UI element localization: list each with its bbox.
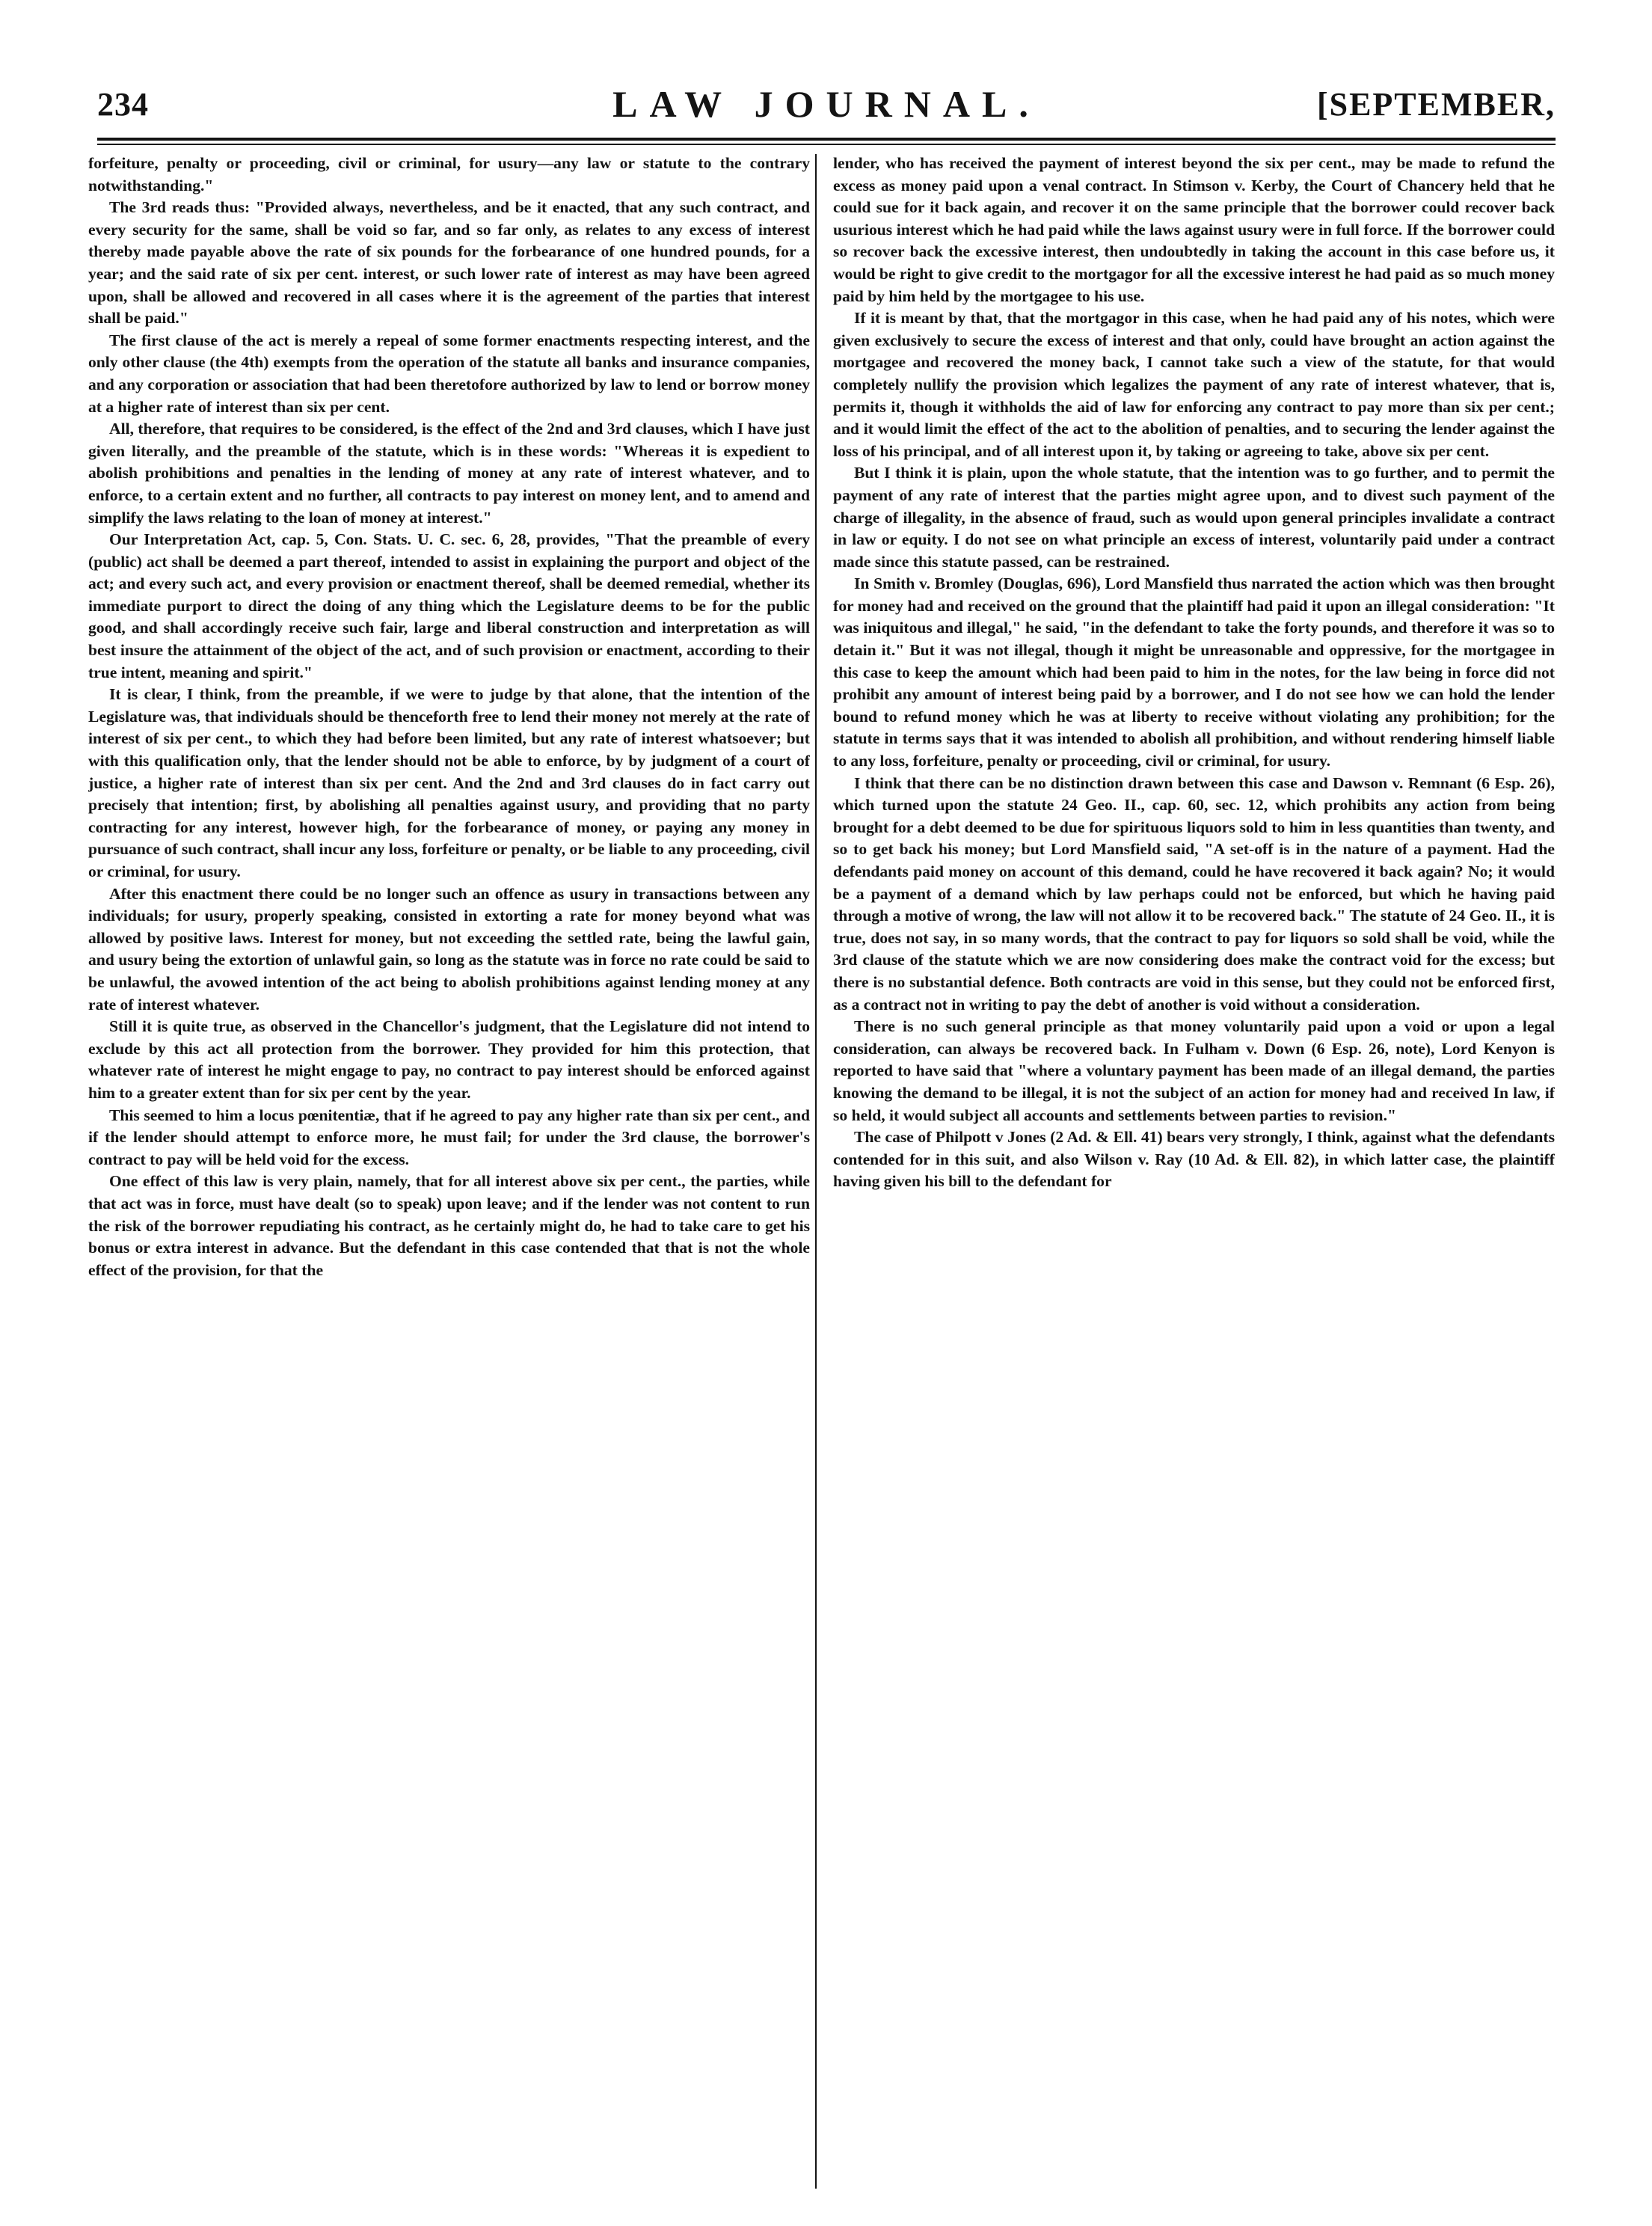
paragraph: lender, who has received the payment of interest beyond the six per cent., may be made to refund the excess as money paid upon a venal contract. In Stimson v. Kerby, the Court of Chancery held that he could sue for it back again, and recover it on the same principle that the borrower could recover back usurious interest which he had paid while the laws against usury were in full force. If the borrower could so recover back the excessive interest, then undoubtedly in taking the account in this case before us, it would be right to give credit to the mortgagor for all the excessive interest he had paid as so much money paid by him held by the mortgagee to his use. <box>833 154 1555 305</box>
paragraph: This seemed to him a locus pœnitentiæ, that if he agreed to pay any higher rate than six per cent., and if the lender should attempt to enforce more, he must fail; for under the 3rd clause, the borrower's contract to pay will be held void for the excess. <box>88 1106 810 1168</box>
column-divider <box>815 154 817 2189</box>
paragraph: There is no such general principle as that money voluntarily paid upon a void or upon a legal consideration, can always be recovered back. In Fulham v. Down (6 Esp. 26, note), Lord Kenyon is reported to have said that "where a voluntary payment has been made of an illegal demand, the parties knowing the demand to be illegal, it is not the subject of an action for money had and received In law, if so held, it would subject all accounts and settlements between parties to revision." <box>833 1017 1555 1124</box>
paragraph: The first clause of the act is merely a repeal of some former enactments respecting interest, and the only other clause (the 4th) exempts from the operation of the statute all banks and insurance companies, and any corporation or association that had been theretofore authorized by law to lend or borrow money at a higher rate of interest than six per cent. <box>88 331 810 416</box>
paragraph: forfeiture, penalty or proceeding, civil or criminal, for usury—any law or statute to the contrary notwithstanding." <box>88 154 810 194</box>
header-rule-thick <box>97 138 1556 141</box>
paragraph: The 3rd reads thus: "Provided always, nevertheless, and be it enacted, that any such contract, and every security for the same, shall be void so far, and so far only, as relates to any excess of interest thereby made payable above the rate of six pounds for the forbearance of one hundred pounds, for a year; and the said rate of six per cent. interest, or such lower rate of interest as may have been agreed upon, shall be allowed and recovered in all cases where it is the agreement of the parties that interest shall be paid." <box>88 198 810 328</box>
paragraph: The case of Philpott v Jones (2 Ad. & Ell. 41) bears very strongly, I think, against what the defendants contended for in this suit, and also Wilson v. Ray (10 Ad. & Ell. 82), in which latter case, the plaintiff having given his bill to the defendant for <box>833 1128 1555 1191</box>
paragraph: I think that there can be no distinction drawn between this case and Dawson v. Remnant (6 Esp. 26), which turned upon the statute 24 Geo. II., cap. 60, sec. 12, which prohibits any action from being brought for a debt deemed to be due for spirituous liquors sold to him in less quantities than twenty, and so to get back his money; but Lord Mansfield said, "A set-off is in the nature of a payment. Had the defendants paid money on account of this demand, could he have recovered it back again? No; it would be a payment of a demand which by law perhaps could not be enforced, but which he having paid through a motive of wrong, the law will not allow it to be recovered back." The statute of 24 Geo. II., it is true, does not say, in so many words, that the contract to pay for liquors so sold shall be void, while the 3rd clause of the statute which we are now considering does make the contract void for the excess; but there is no substantial defence. Both contracts are void in this sense, but they could not be enforced first, as a contract not in writing to pay the debt of another is void without a consideration. <box>833 773 1555 1014</box>
paragraph: After this enactment there could be no longer such an offence as usury in transactions between any individuals; for usury, properly speaking, consisted in extorting a rate for money beyond what was allowed by positive laws. Interest for money, but not exceeding the settled rate, being the lawful gain, and usury being the extortion of unlawful gain, so long as the statute was in force no rate could be said to be unlawful, the avowed intention of the act being to abolish prohibitions against lending money at any rate of interest whatever. <box>88 884 810 1014</box>
paragraph: One effect of this law is very plain, namely, that for all interest above six per cent., the parties, while that act was in force, must have dealt (so to speak) upon leave; and if the lender was not content to run the risk of the borrower repudiating his contract, as he certainly might do, he had to take care to get his bonus or extra interest in advance. But the defendant in this case contended that that is not the whole effect of the provision, for that the <box>88 1172 810 1279</box>
paragraph: In Smith v. Bromley (Douglas, 696), Lord Mansfield thus narrated the action which was then brought for money had and received on the ground that the plaintiff had paid it upon an illegal consideration: "It was iniquitous and illegal," he said, "in the defendant to take the forty pounds, and therefore it was so to detain it." But it was not illegal, though it might be unreasonable and oppressive, for the mortgagee in this case to keep the amount which had been paid to him in the notes, for the law being in force did not prohibit any amount of interest being paid by a borrower, and I do not see how we can hold the lender bound to refund money which he was at liberty to receive without violating any prohibition; for the statute in terms says that it was intended to abolish all prohibition, and without rendering himself liable to any loss, forfeiture, penalty or proceeding, civil or criminal, for usury. <box>833 574 1555 770</box>
page-number: 234 <box>97 86 149 123</box>
paragraph: All, therefore, that requires to be considered, is the effect of the 2nd and 3rd clauses, which I have just given literally, and the preamble of the statute, which is in these words: "Whereas it is expedient to abolish prohibitions and penalties in the lending of money at any rate of interest whatever, and to enforce, to a certain extent and no further, all contracts to pay interest on money lent, and to amend and simplify the laws relating to the loan of money at interest." <box>88 420 810 527</box>
paragraph: But I think it is plain, upon the whole statute, that the intention was to go further, and to permit the payment of any rate of interest that the parties might agree upon, and to divest such payment of the charge of illegality, in the absence of fraud, such as would upon general principles invalidate a contract in law or equity. I do not see on what principle an excess of interest, voluntarily paid under a contract made since this statute passed, can be restrained. <box>833 464 1555 571</box>
paragraph: Still it is quite true, as observed in the Chancellor's judgment, that the Legislature did not intend to exclude by this act all protection from the borrower. They provided for him this protection, that whatever rate of interest he might engage to pay, no contract to pay interest should be enforced against him to a greater extent than for six per cent by the year. <box>88 1017 810 1102</box>
left-column <box>88 153 810 2195</box>
page-header <box>97 78 1556 138</box>
header-rule-thin <box>97 144 1556 145</box>
journal-title: LAW JOURNAL. <box>612 83 1040 125</box>
paragraph: Our Interpretation Act, cap. 5, Con. Stats. U. C. sec. 6, 28, provides, "That the preamble of every (public) act shall be deemed a part thereof, intended to assist in explaining the purport and object of the act; and every such act, and every provision or enactment thereof, shall be deemed remedial, whether its immediate purport to direct the doing of any thing which the Legislature deems to be for the public good, and shall accordingly receive such fair, large and liberal construction and interpretation as will best insure the attainment of the object of the act, and of such provision or enactment, according to their true intent, meaning and spirit." <box>88 530 810 681</box>
paragraph: If it is meant by that, that the mortgagor in this case, when he had paid any of his notes, which were given exclusively to secure the excess of interest and that only, could have brought an action against the mortgagee and recovered the money back, I cannot take such a view of the statute, for that would completely nullify the provision which legalizes the payment of any rate of interest whatever, that is, permits it, though it withholds the aid of law for enforcing any contract to pay more than six per cent.; and it would limit the effect of the act to the abolition of penalties, and to securing the lender against the loss of his principal, and of all interest upon it, by taking or agreeing to take, above six per cent. <box>833 309 1555 460</box>
issue-month: [SEPTEMBER, <box>1316 86 1556 123</box>
right-column <box>833 153 1555 2195</box>
paragraph: It is clear, I think, from the preamble, if we were to judge by that alone, that the intention of the Legislature was, that individuals should be thenceforth free to lend their money not merely at the rate of interest of six per cent., to which they had before been limited, but any rate of interest whatsoever; but with this qualification only, that the lender should not be able to enforce, by by judgment of a court of justice, a higher rate of interest than six per cent. And the 2nd and 3rd clauses do in fact carry out precisely that intention; first, by abolishing all penalties against usury, and providing that no party contracting for any interest, however high, for the forbearance of money, or paying any money in pursuance of such contract, shall incur any loss, forfeiture or penalty, or be liable to any proceeding, civil or criminal, for usury. <box>88 685 810 880</box>
